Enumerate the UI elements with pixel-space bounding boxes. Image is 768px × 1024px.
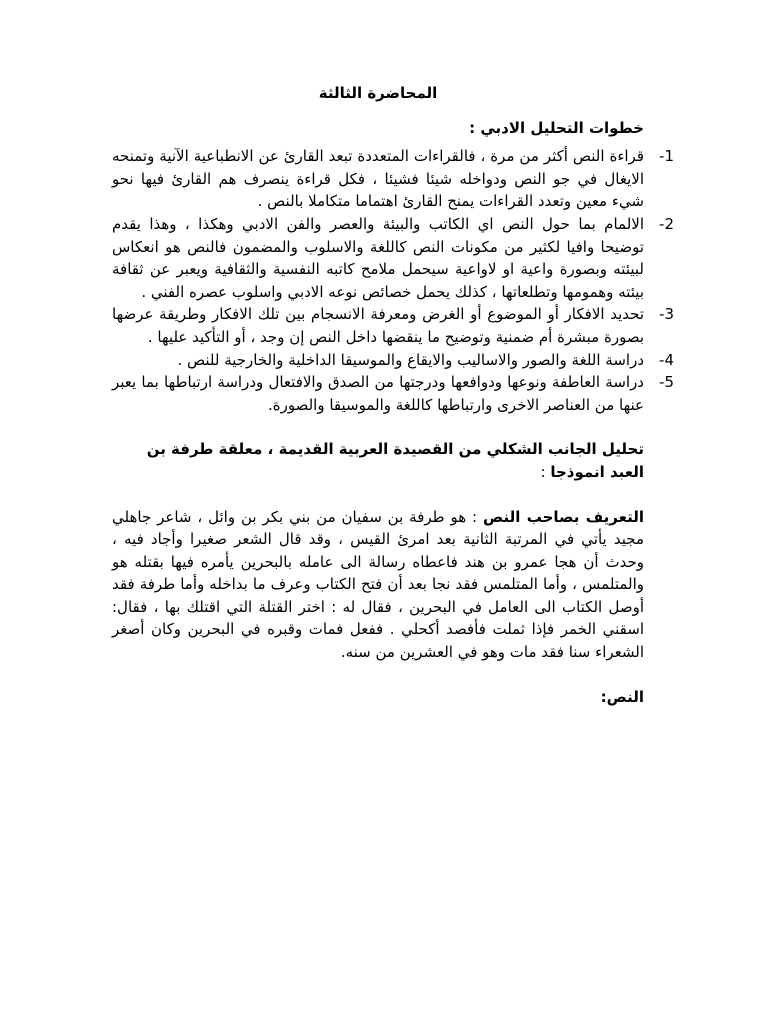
page-title: المحاضرة الثالثة xyxy=(318,84,438,102)
spacer xyxy=(112,664,644,686)
list-item xyxy=(112,145,674,213)
list-item-number: -5 xyxy=(659,373,674,392)
list-item xyxy=(112,213,674,303)
subtitle: خطوات التحليل الادبي : xyxy=(469,118,644,137)
text-heading: النص: xyxy=(600,687,644,706)
biography-text: : هو طرفة بن سفيان من بني بكر بن وائل ، شاعر جاهلي مجيد يأتي في المرتبة الثانية بعد امرئ القيس ، وقد قال الشعر صغيرا وأجاد فيه ، وحدث أن هجا عمرو بن هند فاعطاه رسالة الى عامله بالبحرين يأمره فيها بقتله هو والمتلمس ، وأما المتلمس فقد نجا بعد أن فتح الكتاب وعرف ما بداخله وأما طرفة فقد أوصل الكتاب الى العامل في البحرين ، فقال له : اختر القتلة التي اقتلك بها ، فقال: اسقني الخمر فإذا ثملت فأفصد أكحلي . ففعل فمات وقبره في البحرين وكان أصغر الشعراء سنا فقد مات وهو في العشرين من سنه. xyxy=(112,507,644,662)
biography-paragraph xyxy=(112,506,644,664)
list-item-number: -2 xyxy=(659,214,674,233)
biography-lead: التعريف بصاحب النص xyxy=(483,507,644,526)
list-item-number: -4 xyxy=(659,350,674,369)
list-item xyxy=(112,303,674,348)
steps-list xyxy=(112,145,674,416)
list-item-text: تحديد الافكار أو الموضوع أو الغرض ومعرفة الانسجام بين تلك الافكار وطريقة عرضها بصورة مبشرة أم ضمنية وتوضيح ما ينقضها داخل النص إن وجد ، أو التأكيد عليها . xyxy=(112,305,644,346)
section-heading xyxy=(112,438,644,483)
section-heading-colon: : xyxy=(540,462,551,481)
list-item-text: دراسة العاطفة ونوعها ودوافعها ودرجتها من الصدق والافتعال ودراسة ارتباطها بما يعبر عنها من العناصر الاخرى وارتباطها كاللغة والموسيقا والصورة. xyxy=(112,373,644,414)
list-item-text: قراءة النص أكثر من مرة ، فالقراءات المتعددة تبعد القارئ عن الانطباعية الآنية وتمنحه الايغال في جو النص ودواخله شيئا فشيئا ، فكل قراءة ينصرف هم القارئ فيها نحو شيء معين وتعدد القراءات يمنح القارئ اهتماما متكاملا بالنص . xyxy=(112,147,644,211)
section-heading-bold: تحليل الجانب الشكلي من القصيدة العربية القديمة ، معلقة طرفة بن العبد انموذجا xyxy=(146,440,644,481)
spacer xyxy=(112,416,644,438)
list-item-number: -1 xyxy=(659,147,674,166)
list-item-text: الالمام بما حول النص اي الكاتب والبيئة والعصر والفن الادبي وهكذا ، وهذا يقدم توضيحا وافيا لكثير من مكونات النص كاللغة والاسلوب والمضمون فالنص هو انعكاس لبيئته وبصورة واعية او لاواعية سيحمل ملامح كاتبه النفسية والثقافية ويعبر عن ثقافة بيئته وهمومها وتطلعاتها ، كذلك يحمل خصائص نوعه الادبي واسلوب عصره الفني . xyxy=(112,214,644,301)
spacer xyxy=(112,484,644,506)
list-item-text: دراسة اللغة والصور والاساليب والايقاع والموسيقا الداخلية والخارجية للنص . xyxy=(177,350,644,369)
list-item xyxy=(112,371,674,416)
document-body xyxy=(112,82,674,708)
list-item-number: -3 xyxy=(659,305,674,324)
list-item xyxy=(112,349,674,372)
